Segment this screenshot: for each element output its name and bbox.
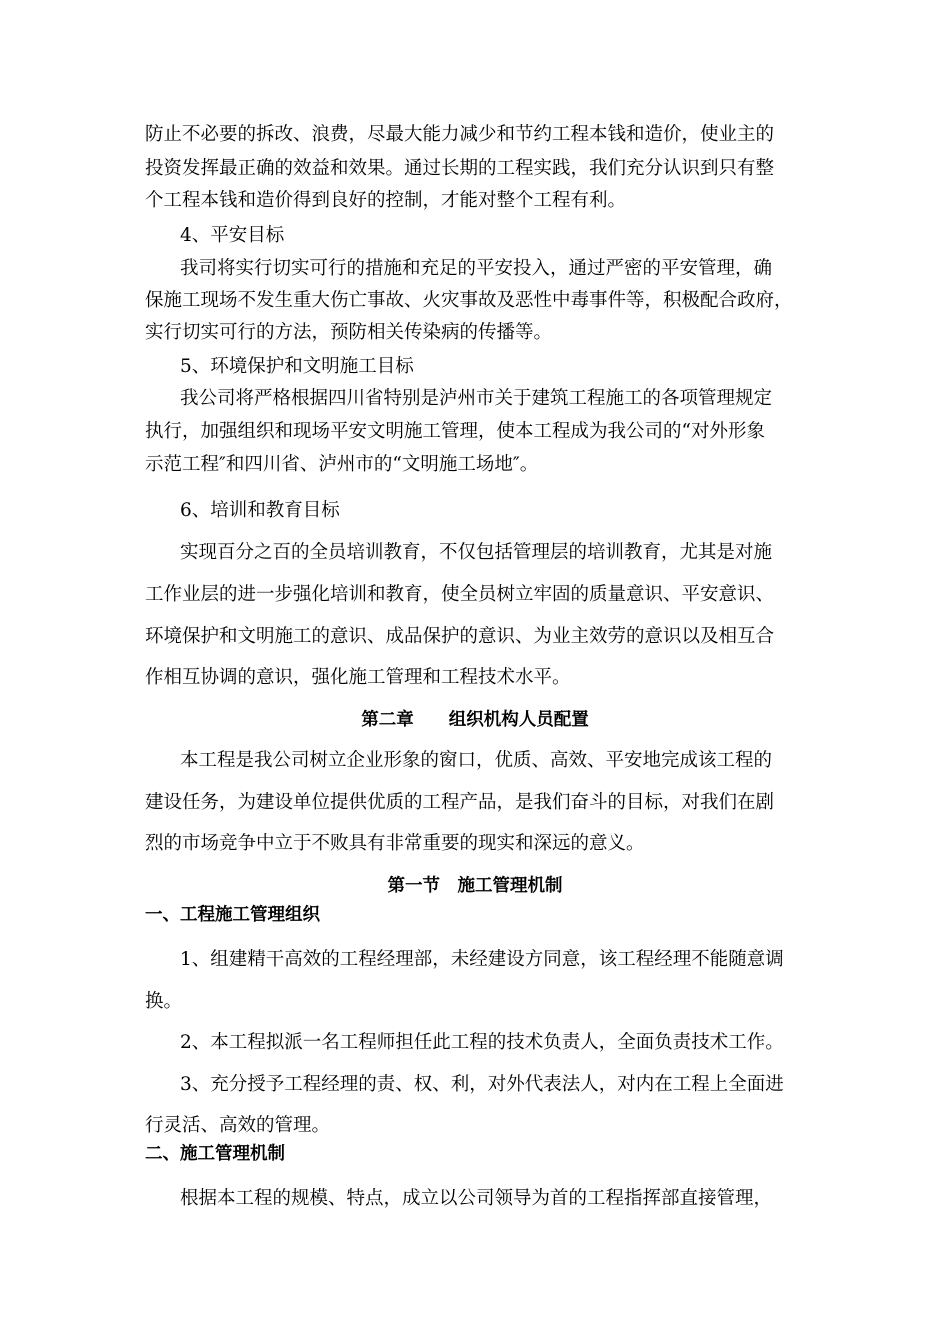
body-line: 防止不必要的拆改、浪费，尽最大能力减少和节约工程本钱和造价，使业主的 <box>145 124 775 145</box>
body-line: 实行切实可行的方法，预防相关传染病的传播等。 <box>145 322 553 343</box>
body-line: 我司将实行切实可行的措施和充足的平安投入，通过严密的平安管理，确 <box>180 258 773 279</box>
subsection-heading: 二、施工管理机制 <box>145 1144 285 1164</box>
body-line: 我公司将严格根据四川省特别是泸州市关于建筑工程施工的各项管理规定 <box>180 388 773 409</box>
body-line: 换。 <box>145 991 183 1012</box>
body-line: 环境保护和文明施工的意识、成品保护的意识、为业主效劳的意识以及相互合 <box>145 626 775 647</box>
section-heading: 第一节 施工管理机制 <box>387 876 563 896</box>
body-line: 作相互协调的意识，强化施工管理和工程技术水平。 <box>145 667 571 688</box>
body-line: 保施工现场不发生重大伤亡事故、火灾事故及恶性中毒事件等，积极配合政府， <box>145 290 793 311</box>
body-line: 1、组建精干高效的工程经理部，未经建设方同意，该工程经理不能随意调 <box>180 949 784 970</box>
item-heading: 6、培训和教育目标 <box>180 500 340 521</box>
body-line: 建设任务，为建设单位提供优质的工程产品，是我们奋斗的目标，对我们在剧 <box>145 792 775 813</box>
body-line: 个工程本钱和造价得到良好的控制，才能对整个工程有利。 <box>145 190 627 211</box>
body-line: 2、本工程拟派一名工程师担任此工程的技术负责人，全面负责技术工作。 <box>180 1032 784 1053</box>
body-line: 烈的市场竞争中立于不败具有非常重要的现实和深远的意义。 <box>145 833 645 854</box>
body-line: 示范工程″和四川省、泸州市的“文明施工场地″。 <box>145 454 539 475</box>
body-line: 执行，加强组织和现场平安文明施工管理，使本工程成为我公司的“对外形象 <box>145 421 765 442</box>
chapter-heading: 第二章 组织机构人员配置 <box>361 710 589 730</box>
body-line: 3、充分授予工程经理的责、权、利，对外代表法人，对内在工程上全面进 <box>180 1074 784 1095</box>
item-heading: 4、平安目标 <box>180 225 285 246</box>
item-heading: 5、环境保护和文明施工目标 <box>180 356 414 377</box>
body-line: 实现百分之百的全员培训教育，不仅包括管理层的培训教育，尤其是对施 <box>180 542 773 563</box>
body-line: 行灵活、高效的管理。 <box>145 1115 331 1136</box>
body-line: 根据本工程的规模、特点，成立以公司领导为首的工程指挥部直接管理， <box>180 1188 773 1209</box>
body-line: 本工程是我公司树立企业形象的窗口，优质、高效、平安地完成该工程的 <box>180 750 773 771</box>
body-line: 投资发挥最正确的效益和效果。通过长期的工程实践，我们充分认识到只有整 <box>145 158 775 179</box>
subsection-heading: 一、工程施工管理组织 <box>145 905 320 925</box>
body-line: 工作业层的进一步强化培训和教育，使全员树立牢固的质量意识、平安意识、 <box>145 584 775 605</box>
